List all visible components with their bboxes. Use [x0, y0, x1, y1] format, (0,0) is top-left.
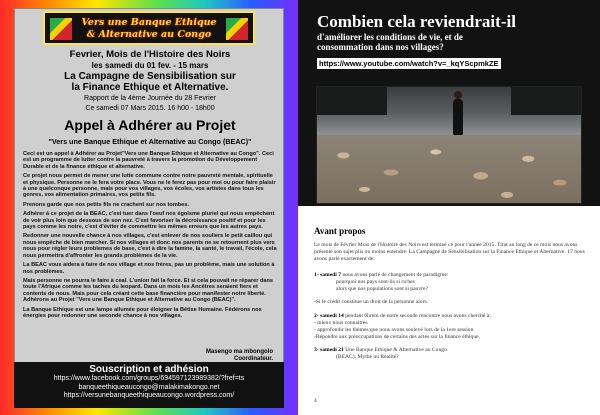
paragraph: Redonner une nouvelle chance à nos villages, c'est enlever de nos souliers le petit caillou qui nous empêche de bien marcher. Si nos villages et donc nos parents ne se retournent plus vers nous pour régler leurs problemes de base, c'est à dire la famine, la santé, le travail, l'école, cela nous permettra d'affronter les grands problèmes de la vie.	[23, 233, 277, 259]
page-title: Combien cela reviendrait-il	[317, 12, 516, 31]
header-campaign: La Campagne de Sensibilisation sur la Finance Ethique et Alternative.	[64, 71, 236, 93]
signature-role: Coordinateur.	[233, 356, 273, 362]
paragraph: La Banque Ethique est une lampe allumée pour éloigner la Bêtise Humaine. Fédérons nos énergies pour redonner une seconde chance à nos villages.	[23, 306, 262, 319]
header-schedule: Ce samedi 07 Mars 2015. 16 h00 - 18h00	[85, 105, 215, 112]
list-item	[314, 347, 586, 361]
paragraph: Prenons garde que nos petits fils ne crachent sur nos tombes.	[23, 201, 189, 208]
header-month: Fevrier, Mois de l'Histoire des Noirs	[69, 49, 231, 60]
item-label: 1- samedi 7	[314, 272, 342, 278]
facebook-link[interactable]: https://www.facebook.com/groups/694597123989382/?fref=ts	[53, 375, 245, 382]
item-sub: - mieux nous connaitres	[314, 319, 368, 326]
person-figure	[453, 99, 463, 135]
session-list	[314, 272, 586, 368]
person-head	[454, 91, 462, 99]
signature-name: Masengo ma mbongolo	[205, 349, 273, 355]
item-sub: pourquoi nos pays sont-ils si riches	[336, 278, 415, 285]
list-item	[314, 272, 586, 292]
appel-subtitle: "Vers une Banque Ethique et Alternative au Congo (BEAC)"	[48, 137, 252, 146]
item-text: Une Banque Ethique & Alternative au Congo	[345, 347, 447, 354]
email-link[interactable]: banqueethiqueaucongo@malakimakongo.net	[78, 383, 220, 391]
tree-silhouette	[317, 87, 387, 115]
paragraph: La BEAC vous aidera à faire de nos village et nos frères, pas un problème, mais une solution à nos problèmes.	[23, 262, 275, 275]
item-text: pendant 6hrem de notre seconde rencontre nous avons cherché à:	[345, 313, 491, 320]
header-report: Rapport de la 4ème Journée du 28 Fevrier	[84, 95, 216, 102]
appel-body	[23, 151, 277, 322]
wordpress-link[interactable]: https://versunebanqueethiqueaucongo.wordpress.com/	[63, 392, 235, 399]
paragraph: Ce projet nous permet de mener une lutte commune contre notre pauvreté mentale, spirituelle et physique. Personne ne le fera votre place. Vous ne le ferez pas pour moi ou pour faire plaisir à une quelconque personne, mais pour vos villages, vos écoles, vos artistes dans tous les genres, vos alimentation primaires, vos petits fils.	[23, 173, 276, 199]
signature	[206, 349, 273, 363]
item-sub: alors que nos populations sont si pauvre?	[336, 285, 428, 292]
paragraph: Adhérer à ce projet de la BEAC, c'est tuer dans l'oeuf nos égoïsme pluriel qui nous empêchent de voir plus loin que dessous de son nez. C'est favoriser la décroissance positif et pour les pays comme les notre, c'est d'éviter de commettre les mêmes erreurs que les autres pays.	[23, 211, 275, 231]
item-text: nous avons parlé de changement de paradigme:	[342, 272, 449, 278]
paragraph: Mais personne ne pourra le faire à ceal. L'union fait la force. Et si cela pouvait ne réparer dans toute l'Afrique comme les taches du leopard. Dans un mois les Ancêtres seraient fiers et contents de nous. Mais pour cela créant cette base financière pour manifester notre liberté. Adhérons au Projet "Vers une Banque Ethique et Alternative au Congo (BEAC)".	[23, 277, 274, 304]
item-label: 3- samedi 21	[314, 347, 344, 354]
congo-flag-icon	[50, 18, 72, 40]
item-label: 2- samedi 14	[314, 313, 344, 320]
intro-paragraph: Le mois de Février Mois de l'Histoire des Noirs est terminé ce pour l'année 2015. Tirat au long de ce mois nous avons présenté son sujet plis ou moins entendre: La Campagne de Sensibilisation sur la Finance Ethique et Alternative. 17 nous avons parlé exactement de:	[314, 242, 585, 262]
poster-panel	[14, 8, 284, 408]
video-link[interactable]: https://www.youtube.com/watch?v=_kqYScpmkZE	[319, 59, 499, 68]
item-text: -Si le crédit constitue un droit de la personne alors.	[314, 299, 429, 306]
logo-line-2: & Alternative au Congo	[86, 29, 212, 40]
list-item	[314, 313, 586, 340]
header-dates: les samedi du 01 fev. - 15 mars	[91, 61, 209, 70]
page-header-dark	[298, 0, 600, 206]
item-sub: -Répondre aux préoccupations de certains des actes sur la finance éthique.	[314, 333, 481, 340]
congo-flag-icon	[226, 18, 248, 40]
subscription-box	[14, 362, 284, 408]
logo-line-1: Vers une Banque Ethique	[81, 17, 217, 28]
page-subtitle: d'améliorer les conditions de vie, et de consommation dans nos villages?	[317, 32, 463, 52]
sacks-on-ground	[317, 135, 581, 203]
video-frame[interactable]	[316, 86, 582, 204]
tree-silhouette	[511, 87, 581, 115]
section-heading: Avant propos	[314, 226, 366, 236]
document-page	[298, 0, 600, 415]
paragraph: Ceci est un appel à Adhérer au Projet"Vers une Banque Ethique et Alternative au Congo". Ceci est un programme de lutter contre la pauvreté à travers la promotion du Développement Durable et de la finance éthique et alternative.	[23, 151, 274, 170]
list-item	[314, 299, 586, 306]
item-sub: (BEAC), Mythe ou Réalité?	[336, 354, 399, 361]
appel-title: Appel à Adhérer au Projet	[64, 117, 236, 133]
beac-logo	[43, 11, 255, 45]
page-number: 4	[314, 398, 317, 404]
subscription-title: Souscription et adhésion	[89, 364, 209, 375]
item-sub: - approfondir les thèmes que nous avons soulevé lors de la 1ere session	[314, 326, 474, 333]
